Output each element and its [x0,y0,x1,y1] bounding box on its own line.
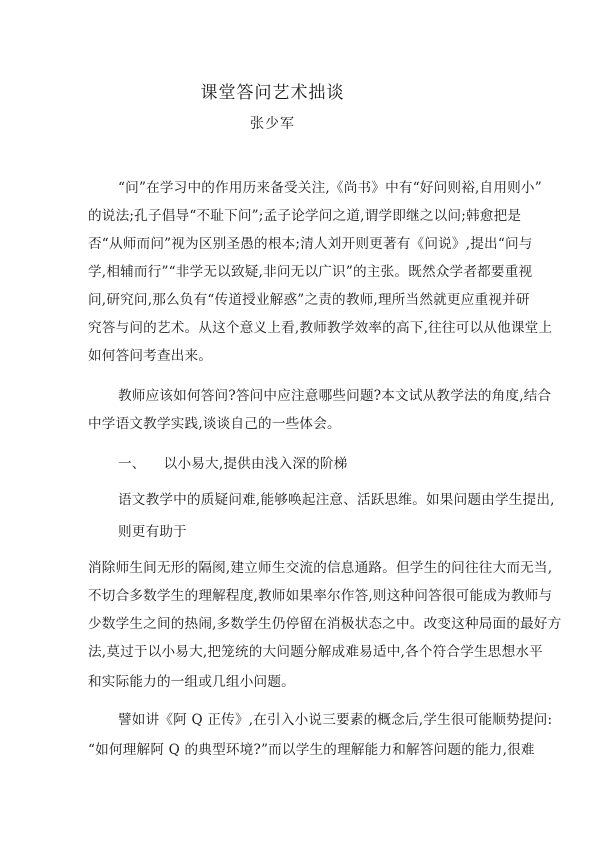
paragraph-line: 少数学生之间的热闹,多数学生仍停留在消极状态之中。改变这种局面的最好方 [88,616,562,632]
paragraph-line: 和实际能力的一组或几组小问题。 [88,674,295,690]
paragraph-line: 不切合多数学生的理解程度,教师如果率尔作答,则这种问答很可能成为教师与 [88,588,553,604]
paragraph-line: 法,莫过于以小易大,把笼统的大问题分解成难易适中,各个符合学生思想水平 [88,644,543,660]
document-title: 课堂答问艺术拙谈 [200,83,345,103]
paragraph-line: 消除师生间无形的隔阂,建立师生交流的信息通路。但学生的问往往大而无当, [88,560,553,576]
paragraph-line: 如何答问考查出来。 [88,348,213,364]
section-heading: 一、 以小易大,提供由浅入深的阶梯 [118,456,348,472]
paragraph-line: 究答与问的艺术。从这个意义上看,教师教学效率的高下,往往可以从他课堂上 [88,320,553,336]
paragraph-line: “问”在学习中的作用历来备受关注,《尚书》中有“好问则裕,自用则小” [118,180,542,196]
paragraph-line: 中学语文教学实践,谈谈自己的一些体会。 [88,416,341,432]
paragraph-line: 教师应该如何答问?答问中应注意哪些问题?本文试从教学法的角度,结合 [118,388,552,404]
paragraph-line: 譬如讲《阿 Q 正传》,在引入小说三要素的概念后,学生很可能顺势提问: [118,712,553,728]
document-author: 张少军 [250,116,295,132]
paragraph-line: 否“从师而问”视为区别圣愚的根本;清人刘开则更著有《问说》,提出“问与 [88,236,533,252]
paragraph-line: 语文教学中的质疑问难,能够唤起注意、活跃思维。如果问题由学生提出, [118,492,555,508]
paragraph-line: 问,研究问,那么负有“传道授业解惑”之责的教师,理所当然就更应重视并研 [88,292,530,308]
paragraph-line: 学,相辅而行”“非学无以致疑,非问无以广识”的主张。既然众学者都要重视 [88,264,533,280]
paragraph-line: “如何理解阿 Q 的典型环境?”而以学生的理解能力和解答问题的能力,很难 [88,742,535,758]
paragraph-line: 则更有助于 [118,524,187,540]
paragraph-line: 的说法;孔子倡导“不耻下问”;孟子论学问之道,谓学即继之以问;韩愈把是 [88,208,522,224]
